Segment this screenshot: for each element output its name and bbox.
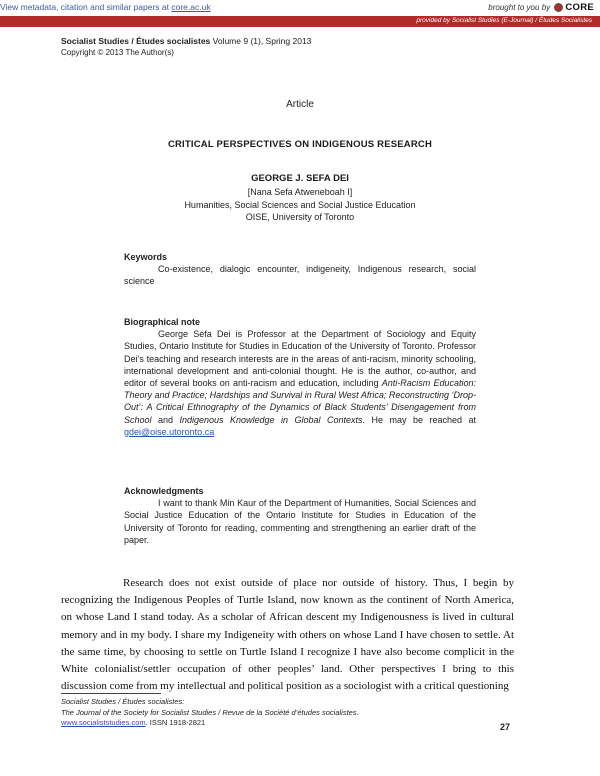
journal-name: Socialist Studies / Études socialistes — [61, 36, 211, 46]
author-department: Humanities, Social Sciences and Social Justice Education — [184, 199, 416, 210]
core-brand-name: CORE — [565, 2, 594, 13]
ack-text: I want to thank Min Kaur of the Department of Humanities, Social Sciences and Social Justice Education of the Ontario Institute for Studies in Education of the University of Toronto for reading, commenting and strengthening an earlier draft of the paper. — [124, 498, 476, 545]
article-type: Article — [286, 99, 314, 110]
footer-journal-name: Socialist Studies / Études socialistes: — [61, 697, 185, 706]
bio-text — [124, 328, 476, 438]
core-metadata-text: View metadata, citation and similar papers at — [0, 2, 172, 12]
keywords-heading: Keywords — [124, 252, 168, 262]
bio-text-part1: George Sefa Dei is Professor at the Department of Sociology and Equity Studies, Ontario Institute for Studies in Education of the University of Toronto. Professor Dei’s teaching and research interests are in the areas of anti-racism, minority schooling, international development and anti-colonial thought. He is the author, co-author, and editor of several books on anti-racism and education, including — [124, 329, 476, 389]
bio-heading: Biographical note — [124, 317, 201, 327]
core-brand[interactable] — [488, 2, 594, 13]
article-title: CRITICAL PERSPECTIVES ON INDIGENOUS RESEARCH — [167, 139, 433, 150]
acknowledgments-section — [124, 485, 476, 546]
provided-by-bar — [0, 16, 600, 27]
keywords-text: Co-existence, dialogic encounter, indigeneity, Indigenous research, social science — [124, 264, 476, 287]
journal-volume: Volume 9 (1), Spring 2013 — [210, 36, 312, 46]
brought-to-you-text: brought to you by — [488, 3, 551, 12]
provided-by-text[interactable]: provided by Socialist Studies (E-Journal) / Études Socialistes — [416, 17, 592, 24]
bio-book-title-last: Indigenous Knowledge in Global Contexts. — [179, 414, 366, 425]
core-logo-icon — [554, 3, 563, 12]
article-author: GEORGE J. SEFA DEI — [251, 173, 349, 184]
bio-section — [124, 316, 476, 438]
footer-website-link[interactable]: www.socialiststudies.com — [61, 718, 146, 727]
author-title: [Nana Sefa Atweneboah I] — [247, 187, 353, 197]
keywords-section — [124, 251, 476, 288]
footer-rule — [61, 693, 161, 694]
body-paragraph: Research does not exist outside of place nor outside of history. Thus, I begin by recognizing the Indigenous Peoples of Turtle Island, now known as the continent of North America, on whose Land I stand today. As a scholar of African descent my Indigenousness is lived in cultural memory and in my body. I share my Indigeneity with others on whose Land I have chosen to settle. At the same time, by choosing to settle on Turtle Island I recognize I have also become complicit in the White colonialist/settler occupation of other peoples’ land. Other perspectives I bring to this discussion come from my intellectual and political position as a sociologist with a critical questioning — [61, 577, 514, 693]
page-footer — [61, 697, 531, 729]
journal-copyright: Copyright © 2013 The Author(s) — [61, 48, 174, 57]
core-ac-uk-link[interactable]: core.ac.uk — [171, 2, 211, 12]
journal-header — [61, 36, 311, 58]
author-institution: OISE, University of Toronto — [245, 212, 355, 222]
bio-text-part3: He may be reached at — [365, 414, 476, 425]
footer-journal-full: The Journal of the Society for Socialist Studies / Revue de la Société d’études socialistes. — [61, 707, 359, 717]
bio-text-part2: and — [151, 414, 180, 425]
bio-book-titles: Anti-Racism Education: Theory and Practice; Hardships and Survival in Rural West Africa; Reconstructing ‘Drop-Out’: A Critical Ethnography of the Dynamics of Black Students’ Disengagement from School — [124, 378, 476, 425]
footer-issn: . ISSN 1918-2821 — [145, 718, 206, 727]
core-metadata-link[interactable] — [0, 2, 211, 12]
ack-heading: Acknowledgments — [124, 486, 204, 496]
author-affiliation — [0, 186, 600, 224]
author-email-link[interactable]: gdei@oise.utoronto.ca — [124, 426, 215, 437]
page-number: 27 — [500, 722, 511, 732]
